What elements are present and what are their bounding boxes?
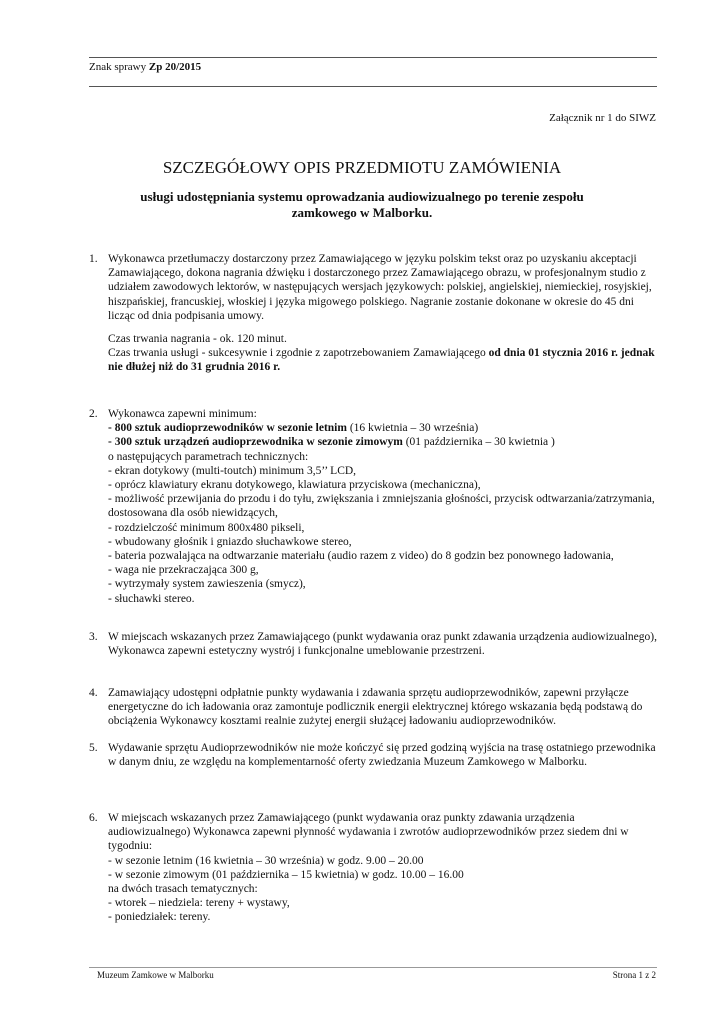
param-line: - oprócz klawiatury ekranu dotykowego, klawiatura przyciskowa (mechaniczna),: [108, 479, 481, 492]
item-text: Zamawiający udostępni odpłatnie punkty wydawania i zdawania sprzętu audioprzewodników, zapewni przyłącze energetyczne do ich ładowania oraz zamontuje podlicznik energii elektrycznej którego wskazania będą podstawą do obciążenia Wykonawcy kosztami realnie zużytej energii służącej ładowaniu audioprzewodników.: [108, 687, 643, 728]
param-line: - możliwość przewijania do przodu i do tyłu, zwiększania i zmniejszania głośności, przycisk odtwarzania/zatrzymania, dostosowana dla osób niewidzących,: [108, 493, 655, 520]
annex-label: Załącznik nr 1 do SIWZ: [549, 112, 656, 124]
list-item-4: [89, 686, 659, 729]
param-line: - waga nie przekraczająca 300 g,: [108, 564, 259, 577]
service-time-text: Czas trwania usługi - sukcesywnie i zgodnie z zapotrzebowaniem Zamawiającego: [108, 347, 486, 360]
case-reference-number: Zp 20/2015: [148, 61, 202, 73]
summer-devices-dates: (16 kwietnia – 30 września): [349, 422, 479, 435]
footer-institution: Muzeum Zamkowe w Malborku: [97, 970, 214, 980]
case-reference-label: Znak sprawy: [89, 61, 147, 73]
param-line: - wbudowany głośnik i gniazdo słuchawkowe stereo,: [108, 535, 352, 548]
item-text: W miejscach wskazanych przez Zamawiającego (punkt wydawania oraz punkty zdawania urządzenia audiowizualnego) Wykonawca zapewni płynność wydawania i zwrotów audioprzewodników przez siedem dni w tygodniu:: [108, 812, 629, 853]
winter-devices-dates: (01 października – 30 kwietnia ): [405, 436, 555, 449]
winter-devices: [108, 435, 659, 449]
header-rule-top: [89, 57, 657, 58]
schedule-line: - w sezonie letnim (16 kwietnia – 30 września) w godz. 9.00 – 20.00: [108, 854, 424, 867]
case-reference: [89, 61, 201, 73]
list-item-3: [89, 630, 659, 658]
page-title: SZCZEGÓŁOWY OPIS PRZEDMIOTU ZAMÓWIENIA: [162, 158, 562, 177]
schedule-line: - w sezonie zimowym (01 października – 15 kwietnia) w godz. 10.00 – 16.00: [108, 868, 464, 881]
footer-rule: [89, 967, 657, 968]
service-time-dates: od dnia 01 stycznia 2016 r. jednak nie dłużej niż do 31 grudnia 2016 r.: [108, 347, 655, 374]
param-line: - wytrzymały system zawieszenia (smycz),: [108, 578, 306, 591]
page-number: Strona 1 z 2: [612, 970, 656, 980]
params-intro: o następujących parametrach technicznych:: [108, 450, 309, 463]
schedule-line: - poniedziałek: tereny.: [108, 911, 211, 924]
item-number: 1.: [89, 253, 98, 265]
item-text: Wydawanie sprzętu Audioprzewodników nie może kończyć się przed godziną wyjścia na trasę ostatniego przewodnika w danym dniu, ze względu na komplementarność oferty zwiedzania Muzeum Zamkowego w Malborku.: [108, 742, 656, 769]
minimum-intro: Wykonawca zapewni minimum:: [108, 408, 257, 420]
item-number: 3.: [89, 631, 98, 643]
service-time: [108, 346, 659, 374]
schedule-line: - wtorek – niedziela: tereny + wystawy,: [108, 897, 290, 910]
item-number: 5.: [89, 742, 98, 754]
item-number: 6.: [89, 812, 98, 824]
recording-time: Czas trwania nagrania - ok. 120 minut.: [108, 333, 287, 346]
param-line: - rozdzielczość minimum 800x480 pikseli,: [108, 521, 305, 534]
summer-devices: [108, 421, 659, 435]
param-line: - ekran dotykowy (multi-toutch) minimum 3,5’’ LCD,: [108, 464, 357, 477]
item-number: 4.: [89, 687, 98, 699]
list-item-6: [89, 811, 659, 925]
list-item-5: [89, 741, 659, 769]
item-text: W miejscach wskazanych przez Zamawiającego (punkt wydawania oraz punkt zdawania urządzenia audiowizualnego), Wykonawca zapewni estetyczny wystrój i funkcjonalne umeblowanie przestrzeni.: [108, 631, 657, 658]
summer-devices-count: - 800 sztuk audioprzewodników w sezonie letnim: [108, 422, 347, 435]
param-line: - słuchawki stereo.: [108, 592, 195, 605]
item-text: Wykonawca przetłumaczy dostarczony przez Zamawiającego w języku polskim tekst oraz po uzyskaniu akceptacji Zamawiającego, dokona nagrania dźwięku i dostarczonego przez Zamawiającego obrazu, w profesjonalnym studio z udziałem zawodowych lektorów, w następujących wersjach językowych: polskiej, angielskiej, niemieckiej, rosyjskiej, hiszpańskiej, francuskiej, włoskiej i języka migowego polskiego. Nagranie zostanie dokonane w okresie do 45 dni licząc od dnia podpisania umowy.: [108, 253, 652, 322]
item-number: 2.: [89, 408, 98, 420]
list-item-1: [89, 252, 659, 375]
header-rule-bottom: [89, 86, 657, 87]
winter-devices-count: - 300 sztuk urządzeń audioprzewodnika w sezonie zimowym: [108, 436, 403, 449]
schedule-line: na dwóch trasach tematycznych:: [108, 883, 258, 896]
param-line: - bateria pozwalająca na odtwarzanie materiału (audio razem z video) do 8 godzin bez ponownego ładowania,: [108, 550, 614, 563]
page-subtitle: usługi udostępniania systemu oprowadzania audiowizualnego po terenie zespołu zamkowego w Malborku.: [140, 189, 584, 220]
list-item-2: [89, 407, 659, 606]
